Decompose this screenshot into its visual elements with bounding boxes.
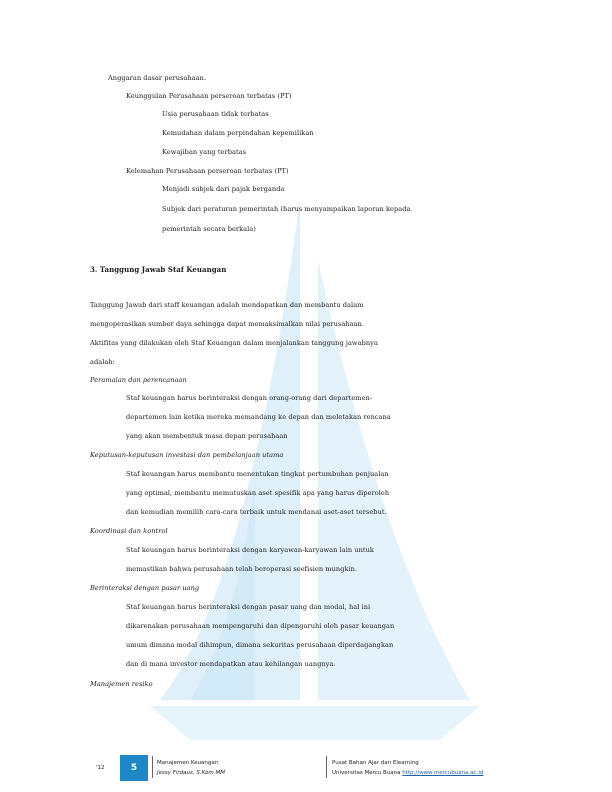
text-line: Keunggulan Perusahaan perseroan terbatas (PT) <box>126 92 292 100</box>
paragraph-line: adalah: <box>90 358 115 366</box>
footer-university: Universitas Mercu Buana <box>332 770 401 776</box>
text-line: pemerintah secara berkala) <box>162 225 256 233</box>
page-number <box>120 755 148 781</box>
paragraph-line: yang optimal, membantu memutuskan aset spesifik apa yang harus diperoleh <box>126 489 390 497</box>
footer-university-line <box>332 770 483 776</box>
paragraph-line: mengoperasikan sumber daya sehingga dapat memaksimalkan nilai perusahaan. <box>90 320 365 328</box>
paragraph-line: umum dimana modal dihimpun, dimana sekuritas perusahaan diperdagangkan <box>126 641 394 649</box>
paragraph-line: yang akan membentuk masa depan perusahaan <box>126 432 288 440</box>
paragraph-line: departemen lain ketika mereka memandang ke depan dan meletakan rencana <box>126 413 391 421</box>
text-line: Kewajiban yang terbatas <box>162 148 247 156</box>
subheading: Koordinasi dan kontrol <box>90 527 168 535</box>
text-line: Kelemahan Perusahaan perseroan terbatas (PT) <box>126 167 289 175</box>
subheading: Berinteraksi dengan pasar uang <box>90 584 200 592</box>
paragraph-line: Tanggung Jawab dari staff keuangan adalah mendapatkan dan membantu dalam <box>90 301 364 309</box>
text-line: Kemudahan dalam perpindahan kepemilikan <box>162 129 314 137</box>
text-line: Usia perusahaan tidak terbatas <box>162 110 269 118</box>
paragraph-line: Staf keuangan harus berinteraksi dengan karyawan-karyawan lain untuk <box>126 546 374 554</box>
section-heading: 3. Tanggung Jawab Staf Keuangan <box>90 265 227 274</box>
footer-code: '12 <box>96 765 105 771</box>
paragraph-line: dikarenakan perusahaan mempengaruhi dan dipengaruhi oleh pasar keuangan <box>126 622 395 630</box>
page-number-text: 5 <box>130 763 138 773</box>
paragraph-line: memastikan bahwa perusahaan telah beroperasi seefisien mungkin. <box>126 565 358 573</box>
subheading: Manajemen resiko <box>90 680 153 688</box>
paragraph-line: dan di mana investor mendapatkan atau kehilangan uangnya. <box>126 660 336 668</box>
footer-center: Pusat Bahan Ajar dan Elearning <box>332 760 419 766</box>
subheading: Peramalan dan perencanaan <box>90 376 187 384</box>
paragraph-line: Aktifitas yang dilakukan oleh Staf Keuangan dalam menjalankan tanggung jawabnya <box>90 339 378 347</box>
footer-course: Manajemen Keuangan <box>157 760 219 766</box>
paragraph-line: Staf keuangan harus berinteraksi dengan pasar uang dan modal, hal ini <box>126 603 371 611</box>
text-line: Subjek dari peraturan pemerintah (harus menyampaikan laporan kepada <box>162 205 411 213</box>
footer-divider <box>152 756 153 778</box>
paragraph-line: Staf keuangan harus berinteraksi dengan orang-orang dari departemen- <box>126 394 373 402</box>
text-line: Menjadi subjek dari pajak berganda <box>162 185 285 193</box>
text-line: Anggaran dasar perusahaan. <box>108 74 207 82</box>
footer-divider <box>326 756 327 778</box>
footer-author: Jessy Firdaus, S.Kom MM <box>157 770 226 776</box>
footer-url-link[interactable]: http://www.mercubuana.ac.id <box>402 770 484 776</box>
paragraph-line: dan kemudian memilih cara-cara terbaik untuk mendanai aset-aset tersebut. <box>126 508 387 516</box>
subheading: Keputusan-keputusan investasi dan pembelanjaan utama <box>90 451 284 459</box>
paragraph-line: Staf keuangan harus membantu menentukan tingkat pertumbuhan penjualan <box>126 470 389 478</box>
